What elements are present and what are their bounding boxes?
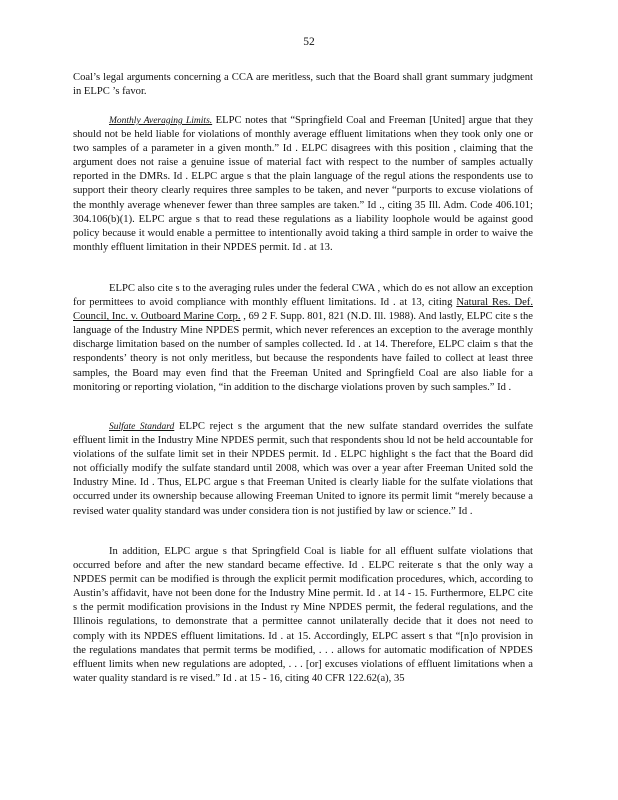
section-heading-monthly-averaging: Monthly Averaging Limits. — [109, 116, 213, 126]
section-heading-sulfate-standard: Sulfate Standard — [109, 422, 175, 432]
paragraph-springfield-liability — [73, 545, 533, 686]
paragraph-text: Coal’s legal arguments concerning a CCA are meritless, such that the Board shall grant summary judgment in ELPC ’s favor. — [73, 72, 533, 98]
paragraph-averaging-rules — [73, 282, 533, 395]
case-citation: Natural Res. Def. Council, Inc. v. Outboard Marine Corp. — [73, 297, 533, 323]
page-number: 52 — [303, 36, 315, 48]
paragraph-intro — [73, 71, 533, 99]
paragraph-sulfate-standard — [73, 420, 533, 519]
paragraph-text: ELPC also cite s to the averaging rules under the federal CWA , which do es not allow an exception for permittees to avoid compliance with monthly effluent limitations. Id . at 13, citing — [73, 283, 533, 309]
paragraph-monthly-averaging — [73, 114, 533, 255]
paragraph-text: In addition, ELPC argue s that Springfield Coal is liable for all effluent sulfate violations that occurred before and after the new standard became effective. Id . ELPC reiterate s that the only way a NPDES permit can be modified is through the explicit permit modification procedures, which, according to Austin’s affidavit, have not been done for the Industry Mine permit. Id . at 14 - 15. Furthermore, ELPC cite s the permit modification provisions in the Indust ry Mine NPDES permit, the federal regulations, and the Illinois regulations, to demonstrate that a permittee cannot unilaterally decide that it does not need to comply with its NPDES effluent limitations. Id . at 15. Accordingly, ELPC assert s that “[n]o provision in the regulations mandates that permit terms be modified, . . . allows for automatic modification of NPDES effluent limits when new regulations are adopted, . . . [or] excuses violations of effluent limitations when a water quality standard is re vised.” Id . at 15 - 16, citing 40 CFR 122.62(a), 35 — [73, 546, 533, 684]
paragraph-text: ELPC reject s the argument that the new sulfate standard overrides the sulfate effluent limit in the Industry Mine NPDES permit, such that respondents shou ld not be held accountable for violations of the sulfate limit set in their NPDES permit. Id . ELPC highlight s the fact that the Board did not officially modify the sulfate standard until 2008, which was over a year after Freeman United sold the Industry Mine. Id . Thus, ELPC argue s that Freeman United is clearly liable for the sulfate violations that occurred under its ownership because allowing Freeman United to ignore its permit limit “merely because a revised water quality standard was under considera tion is not justified by law or science.” Id . — [73, 421, 533, 517]
paragraph-text: , 69 2 F. Supp. 801, 821 (N.D. Ill. 1988). And lastly, ELPC cite s the language of the Industry Mine NPDES permit, which never references an exception to the average monthly discharge limitation based on the number of samples collected. Id . at 14. Therefore, ELPC claim s that the respondents’ theory is not only meritless, but because the respondents have failed to collect at least three samples, the Board may even find that the Freeman United and Springfield Coal are also liable for a monitoring or reporting violation, “in addition to the discharge violations proven by such samples.” Id . — [73, 311, 533, 393]
paragraph-text: ELPC notes that “Springfield Coal and Freeman [United] argue that they should not be held liable for violations of monthly average effluent limitations when they took only one or two samples of a parameter in a given month.” Id . ELPC disagrees with this position , claiming that the argument does not raise a genuine issue of material fact with respect to the number of samples actually reported in the DMRs. Id . ELPC argue s that the plain language of the regul ations the respondents use to support their theory clearly requires three samples to be taken, and never “purports to excuse violations of the monthly average whenever fewer than three samples are taken.” Id ., citing 35 Ill. Adm. Code 406.101; 304.106(b)(1). ELPC argue s that to read these regulations as a liability loophole would be against good policy because it would enable a permittee to intentionally avoid taking a third sample in order to waive the monthly effluent limitation in their NPDES permit. Id . at 13. — [73, 115, 533, 253]
